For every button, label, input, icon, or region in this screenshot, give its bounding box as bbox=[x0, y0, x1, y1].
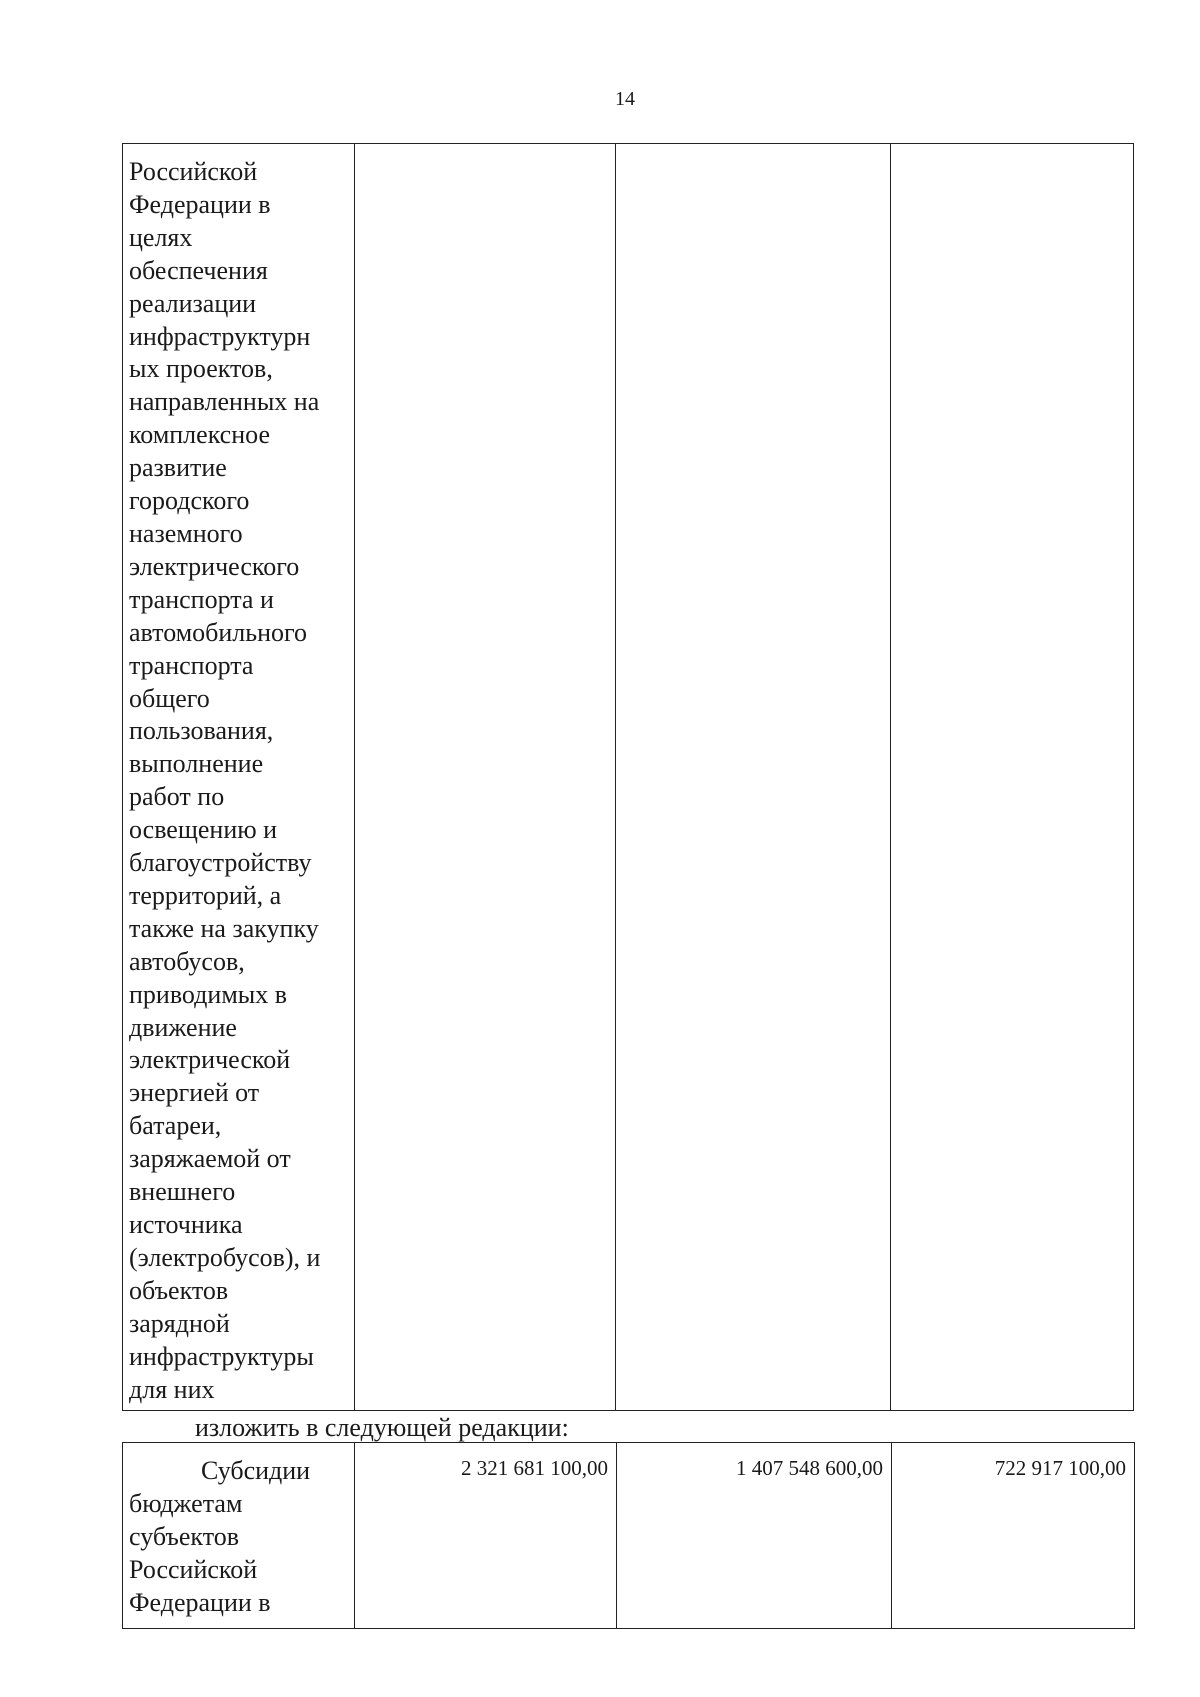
description-line: автобусов, bbox=[129, 946, 245, 976]
description-line: Субсидии bbox=[201, 1456, 311, 1485]
description-line: электрической bbox=[129, 1045, 291, 1075]
description-line: зарядной bbox=[129, 1308, 230, 1338]
amount-cell-3 bbox=[892, 1443, 1135, 1629]
description-line: комплексное bbox=[129, 420, 270, 450]
description-line: также на закупку bbox=[129, 913, 319, 943]
table-new-version bbox=[122, 1442, 1135, 1629]
description-line: ых проектов, bbox=[129, 354, 273, 384]
description-line: движение bbox=[129, 1012, 237, 1042]
amount-cell-1 bbox=[355, 144, 616, 1411]
description-line: Федерации в bbox=[129, 189, 271, 219]
description-line: для них bbox=[129, 1374, 215, 1404]
description-cell bbox=[123, 1443, 355, 1629]
table-row bbox=[123, 1443, 1135, 1629]
page-number: 14 bbox=[615, 88, 635, 110]
table-previous-version bbox=[122, 143, 1134, 1411]
description-line: инфраструктурн bbox=[129, 321, 311, 351]
description-line: благоустройству bbox=[129, 848, 312, 878]
description-line: транспорта и bbox=[129, 584, 274, 614]
description-line: Российской bbox=[129, 1554, 258, 1584]
description-line: приводимых в bbox=[129, 979, 288, 1009]
description-line: общего bbox=[129, 683, 210, 713]
amount-value-2: 1 407 548 600,00 bbox=[736, 1456, 883, 1480]
description-line: территорий, а bbox=[129, 880, 282, 910]
description-line: работ по bbox=[129, 782, 225, 812]
description-line: источника bbox=[129, 1210, 243, 1239]
description-line: автомобильного bbox=[129, 617, 308, 647]
description-line: выполнение bbox=[129, 749, 264, 779]
description-line: батареи, bbox=[129, 1111, 222, 1141]
description-line: наземного bbox=[129, 518, 243, 548]
description-line: пользования, bbox=[129, 716, 274, 746]
amount-cell-1 bbox=[355, 1443, 617, 1629]
description-line: обеспечения bbox=[129, 255, 268, 285]
description-line: Федерации в bbox=[129, 1587, 271, 1617]
description-cell bbox=[123, 144, 355, 1411]
description-text bbox=[123, 1443, 354, 1620]
description-line: Российской bbox=[129, 157, 258, 186]
amount-cell-2 bbox=[617, 1443, 892, 1629]
description-line: заряжаемой от bbox=[129, 1144, 291, 1174]
intro-text: изложить в следующей редакции: bbox=[195, 1413, 569, 1442]
description-line: инфраструктуры bbox=[129, 1341, 314, 1371]
description-text bbox=[123, 144, 354, 1406]
description-line: бюджетам bbox=[129, 1488, 243, 1518]
amount-cell-2 bbox=[616, 144, 891, 1411]
description-line: реализации bbox=[129, 288, 257, 318]
amount-value-1: 2 321 681 100,00 bbox=[461, 1456, 608, 1480]
description-line: внешнего bbox=[129, 1177, 236, 1207]
description-line: субъектов bbox=[129, 1521, 240, 1551]
description-line: транспорта bbox=[129, 650, 254, 680]
description-line: энергией от bbox=[129, 1078, 260, 1108]
amount-cell-3 bbox=[891, 144, 1134, 1411]
table-row bbox=[123, 144, 1134, 1411]
amount-value-3: 722 917 100,00 bbox=[994, 1456, 1126, 1480]
description-line: целях bbox=[129, 222, 193, 252]
description-line: объектов bbox=[129, 1275, 229, 1305]
description-line: направленных на bbox=[129, 387, 320, 417]
description-line: (электробусов), и bbox=[129, 1242, 321, 1272]
description-line: городского bbox=[129, 486, 250, 516]
description-line: освещению и bbox=[129, 815, 278, 845]
description-line: электрического bbox=[129, 551, 300, 581]
description-line: развитие bbox=[129, 453, 227, 483]
